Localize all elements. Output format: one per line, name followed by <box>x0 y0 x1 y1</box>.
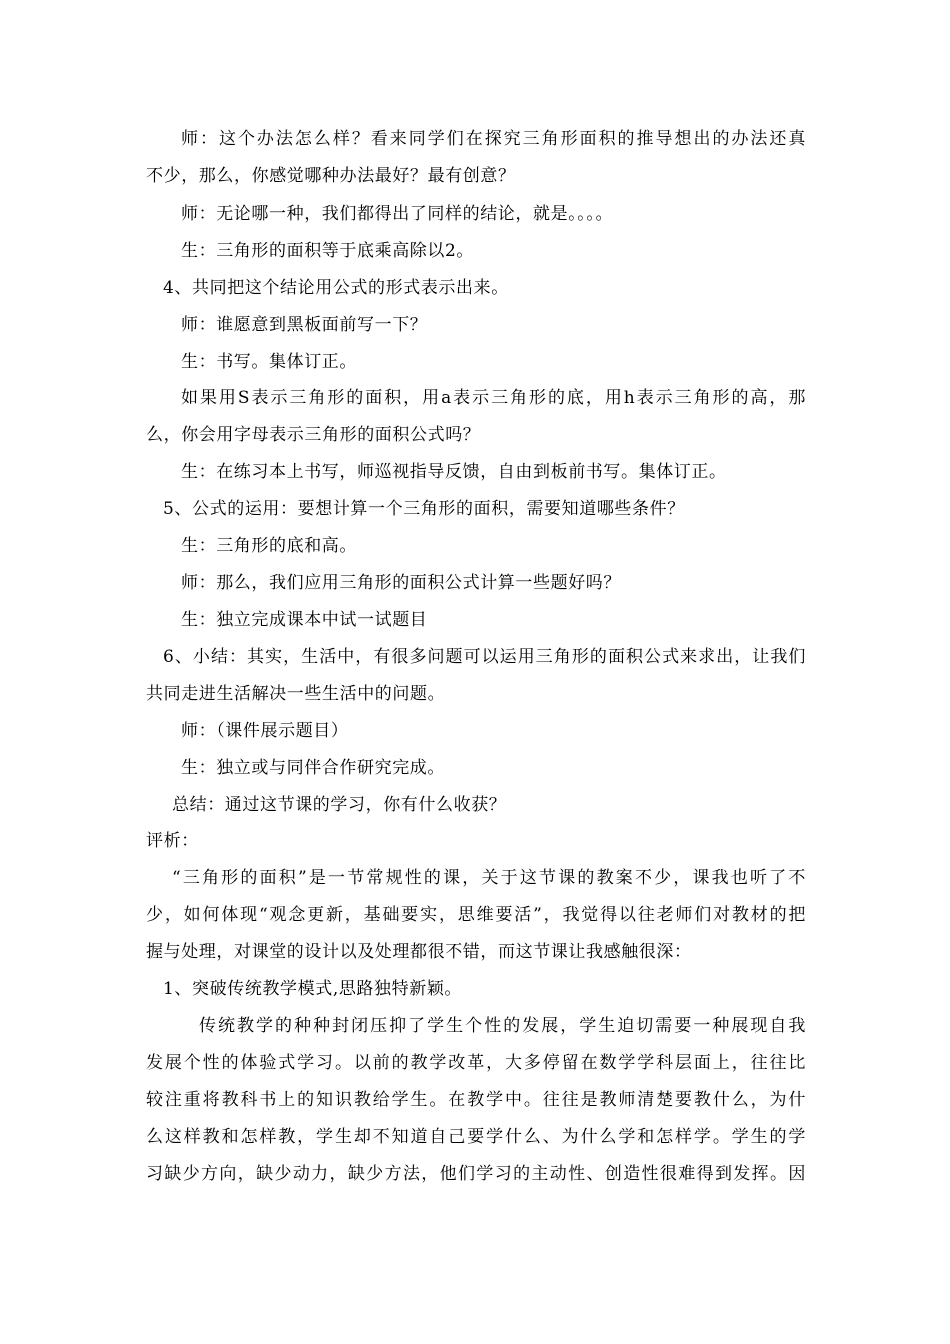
paragraph-line: 师：无论哪一种，我们都得出了同样的结论，就是。。。。 <box>181 204 614 224</box>
paragraph-line: 较注重将教科书上的知识教给学生。在教学中。往往是教师清楚要教什么，为什 <box>146 1090 806 1110</box>
paragraph-line: 生：三角形的面积等于底乘高除以2。 <box>181 241 475 261</box>
paragraph-line: 不少，那么，你感觉哪种办法最好？最有创意？ <box>146 166 516 186</box>
paragraph-line: 师：那么，我们应用三角形的面积公式计算一些题好吗？ <box>181 573 621 593</box>
paragraph-line: 么，你会用字母表示三角形的面积公式吗？ <box>146 425 481 445</box>
paragraph-line: 师：这个办法怎么样？看来同学们在探究三角形面积的推导想出的办法还真 <box>181 129 806 149</box>
paragraph-line: 4、共同把这个结论用公式的形式表示出来。 <box>163 278 509 298</box>
paragraph-line: 师：（课件展示题目） <box>181 721 349 741</box>
paragraph-line: 师：谁愿意到黑板面前写一下？ <box>181 315 428 335</box>
paragraph-line: 传统教学的种种封闭压抑了学生个性的发展，学生迫切需要一种展现自我 <box>199 1016 806 1036</box>
paragraph-line: 生：书写。集体订正。 <box>181 352 357 372</box>
paragraph-line: 1、突破传统教学模式,思路独特新颖。 <box>163 979 463 999</box>
paragraph-line: 生：在练习本上书写，师巡视指导反馈，自由到板前书写。集体订正。 <box>181 462 727 482</box>
paragraph-line: 生：独立或与同伴合作研究完成。 <box>181 758 445 778</box>
paragraph-line: 少，如何体现“观念更新，基础要实，思维要活”，我觉得以往老师们对教材的把 <box>146 905 806 925</box>
paragraph-line: 生：三角形的底和高。 <box>181 536 357 556</box>
section-heading: 评析： <box>146 831 199 851</box>
paragraph-line: 发展个性的体验式学习。以前的教学改革，大多停留在数学学科层面上，往往比 <box>146 1053 806 1073</box>
paragraph-line: 5、公式的运用：要想计算一个三角形的面积，需要知道哪些条件？ <box>163 499 685 519</box>
paragraph-line: 共同走进生活解决一些生活中的问题。 <box>146 684 446 704</box>
paragraph-line: 么这样教和怎样教，学生却不知道自己要学什么、为什么学和怎样学。学生的学 <box>146 1127 806 1147</box>
paragraph-line: 生：独立完成课本中试一试题目 <box>181 610 428 630</box>
paragraph-line: 握与处理，对课堂的设计以及处理都很不错，而这节课让我感触很深： <box>146 942 692 962</box>
paragraph-line: 如果用S表示三角形的面积，用a表示三角形的底，用h表示三角形的高，那 <box>181 388 806 408</box>
paragraph-line: 习缺少方向，缺少动力，缺少方法，他们学习的主动性、创造性很难得到发挥。因 <box>146 1164 806 1184</box>
paragraph-line: “三角形的面积”是一节常规性的课，关于这节课的教案不少，课我也听了不 <box>172 868 806 888</box>
paragraph-line: 总结：通过这节课的学习，你有什么收获？ <box>172 795 507 815</box>
paragraph-line: 6、小结：其实，生活中，有很多问题可以运用三角形的面积公式来求出，让我们 <box>163 647 806 667</box>
